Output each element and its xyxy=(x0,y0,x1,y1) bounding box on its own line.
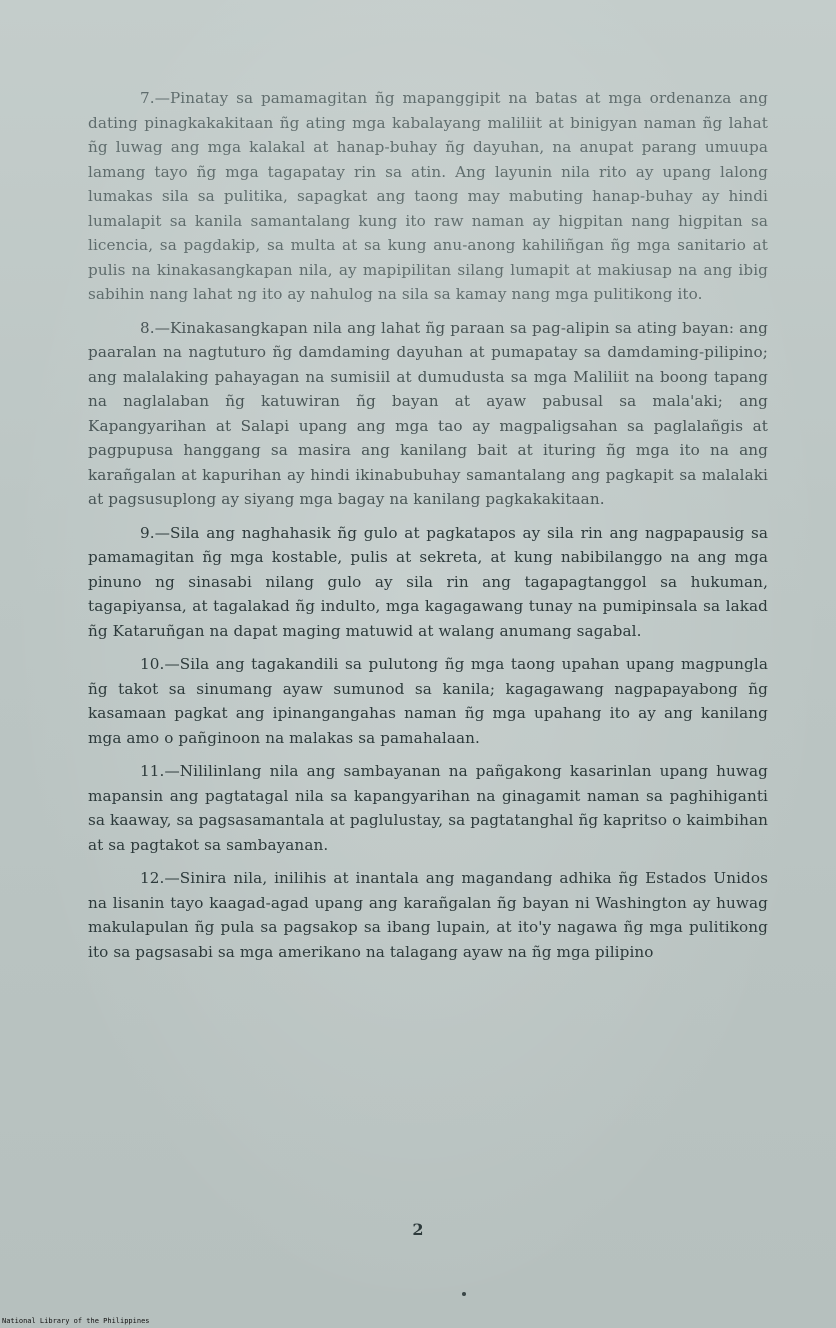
footer-credit: National Library of the Philippines xyxy=(2,1317,150,1325)
paragraph-11: 11.—Nililinlang nila ang sambayanan na pañgakong kasarinlan upang huwag mapansin ang pagtatagal nila sa kapangyarihan na ginagamit naman sa paghihiganti sa kaaway, sa pagsasamantala at paglulustay, sa pagtatanghal ñg kapritso o kaimbihan at sa pagtakot sa sambayanan. xyxy=(88,762,768,854)
ink-speck xyxy=(462,1292,466,1296)
paragraph-10: 10.—Sila ang tagakandili sa pulutong ñg mga taong upahan upang magpungla ñg takot sa sinumang ayaw sumunod sa kanila; kagagawang nagpapayabong ñg kasamaan pagkat ang ipinangangahas naman ñg mga upahang ito ay ang kanilang mga amo o pañginoon na malakas sa pamahalaan. xyxy=(88,655,768,747)
paragraph-8: 8.—Kinakasangkapan nila ang lahat ñg paraan sa pag-alipin sa ating bayan: ang paaralan na nagtuturo ñg damdaming dayuhan at pumapatay sa damdaming-pilipino; ang malalaking pahayagan na sumisiil at dumudusta sa mga Maliliit na boong tapang na naglalaban ñg katuwiran ñg bayan at ayaw pabusal sa mala'aki; ang Kapangyarihan at Salapi upang ang mga tao ay magpaligsahan sa paglalañgis at pagpupusa hanggang sa masira ang kanilang bait at ituring ñg mga ito na ang karañgalan at kapurihan ay hindi ikinabubuhay samantalang ang pagkapit sa malalaki at pagsusuplong ay siyang mga bagay na kanilang pagkakakitaan. xyxy=(88,318,768,508)
paragraph-9: 9.—Sila ang naghahasik ñg gulo at pagkatapos ay sila rin ang nagpapausig sa pamamagitan ñg mga kostable, pulis at sekreta, at kung nabibilanggo na ang mga pinuno ng sinasabi nilang gulo ay sila rin ang tagapagtanggol sa hukuman, tagapiyansa, at tagalakad ñg indulto, mga kagagawang tunay na pumipinsala sa lakad ñg Kataruñgan na dapat maging matuwid at walang anumang sagabal. xyxy=(88,523,768,640)
paragraph-7: 7.—Pinatay sa pamamagitan ñg mapanggipit na batas at mga ordenanza ang dating pinagkakakitaan ñg ating mga kabalayang maliliit at binigyan naman ñg lahat ñg luwag ang mga kalakal at hanap-buhay ñg dayuhan, na anupat parang umuupa lamang tayo ñg mga tagapatay rin sa atin. Ang layunin nila rito ay upang lalong lumakas sila sa pulitika, sapagkat ang taong may mabuting hanap-buhay ay hindi lumalapit sa kanila samantalang kung ito raw naman ay higpitan nang higpitan sa licencia, sa pagdakip, sa multa at sa kung anu-anong kahiliñgan ñg mga sanitario at pulis na kinakasangkapan nila, ay mapipilitan silang lumapit at makiusap na ang ibig sabihin nang lahat ng ito ay nahulog na sila sa kamay nang mga pulitikong ito. xyxy=(88,89,768,303)
page-number: 2 xyxy=(412,1220,424,1239)
paragraph-12: 12.—Sinira nila, inilihis at inantala ang magandang adhika ñg Estados Unidos na lisanin tayo kaagad-agad upang ang karañgalan ñg bayan ni Washington ay huwag makulapulan ñg pula sa pagsakop sa ibang lupain, at ito'y nagawa ñg mga pulitikong ito sa pagsasabi sa mga amerikano na talagang ayaw na ñg mga pilipino xyxy=(88,869,768,961)
document-body xyxy=(88,86,768,973)
